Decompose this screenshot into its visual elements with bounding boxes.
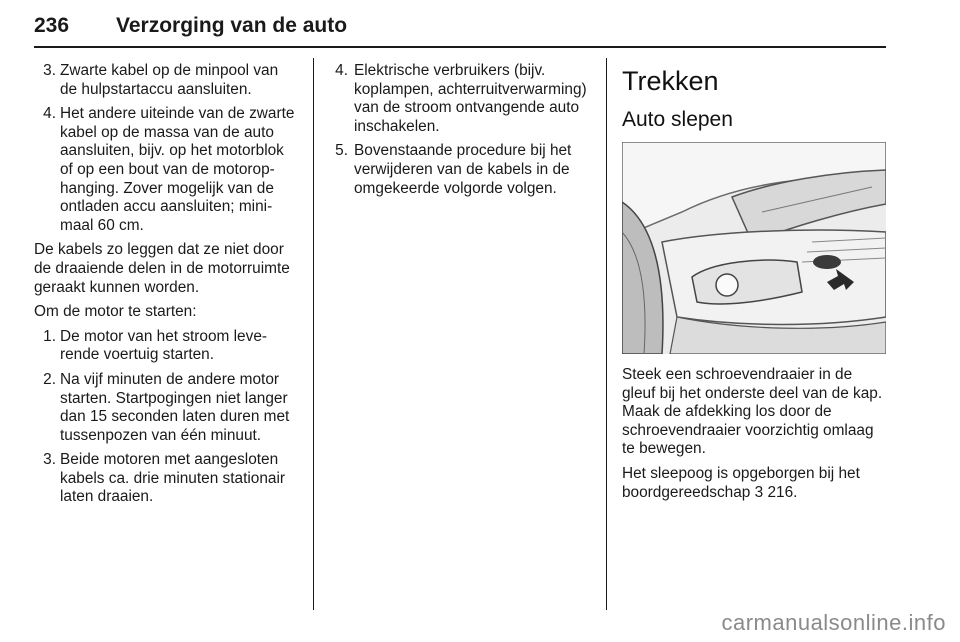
section-title: Verzorging van de auto	[116, 14, 348, 37]
list-text: Het andere uiteinde van de zwarte kabel op de massa van de auto aansluiten, bijv. op het motorblok of op een bout van de motorophanging. Zover mogelijk van de ontladen accu aansluiten; minimaal 60 cm.	[60, 105, 295, 234]
watermark: carmanualsonline.info	[721, 610, 946, 635]
list-number: 4.	[335, 62, 348, 79]
page-header	[34, 6, 886, 46]
list-number: 3.	[43, 62, 56, 79]
subheading-auto-slepen: Auto slepen	[622, 108, 733, 131]
list-number: 2.	[43, 370, 56, 388]
list-item	[34, 371, 298, 445]
header-rule	[34, 46, 886, 48]
list-item	[34, 451, 298, 507]
list-item	[330, 62, 588, 136]
list-text: Bovenstaande procedure bij het verwijderen van de kabels in de omgekeerde volgorde volgen.	[354, 142, 572, 197]
list-number: 4.	[43, 105, 56, 123]
paragraph	[622, 465, 888, 502]
list-number: 3.	[43, 451, 56, 469]
list-item	[34, 328, 298, 365]
page-reference-icon: 3	[754, 483, 764, 501]
page-reference[interactable]: 216.	[767, 483, 798, 501]
list-item	[34, 62, 298, 99]
paragraph: De kabels zo leggen dat ze niet door de draaiende delen in de motorruimte geraakt kunnen worden.	[34, 241, 290, 296]
car-front-bumper-illustration	[622, 142, 886, 354]
list-text: De motor van het stroom leverende voertuig starten.	[60, 327, 268, 364]
paragraph-text: Het sleepoog is opgeborgen bij het boordgereedschap	[622, 464, 860, 501]
column-3	[622, 66, 888, 508]
list-text: Zwarte kabel op de minpool van de hulpstartaccu aansluiten.	[60, 62, 279, 98]
list-number: 1.	[43, 327, 56, 345]
column-divider-2	[606, 58, 607, 610]
list-item	[34, 105, 298, 235]
list-text: Na vijf minuten de andere motor starten. Startpogingen niet langer dan 15 seconden laten duren met tussenpozen van één minuut.	[60, 370, 290, 444]
list-text: Elektrische verbruikers (bijv. koplampen, achterruitverwarming) van de stroom ontvangende auto inschakelen.	[354, 62, 587, 135]
paragraph: Steek een schroevendraaier in de gleuf bij het onderste deel van de kap. Maak de afdekking los door de schroevendraaier voorzichtig omlaag te bewegen.	[622, 366, 883, 458]
page-number: 236	[34, 14, 70, 37]
column-2	[330, 62, 588, 204]
column-divider-1	[313, 58, 314, 610]
list-text: Beide motoren met aangesloten kabels ca. drie minuten stationair laten draaien.	[60, 451, 285, 506]
list-item	[330, 142, 588, 198]
list-number: 5.	[335, 142, 348, 160]
column-1	[34, 62, 298, 513]
paragraph: Om de motor te starten:	[34, 303, 197, 321]
heading-trekken: Trekken	[622, 66, 719, 96]
